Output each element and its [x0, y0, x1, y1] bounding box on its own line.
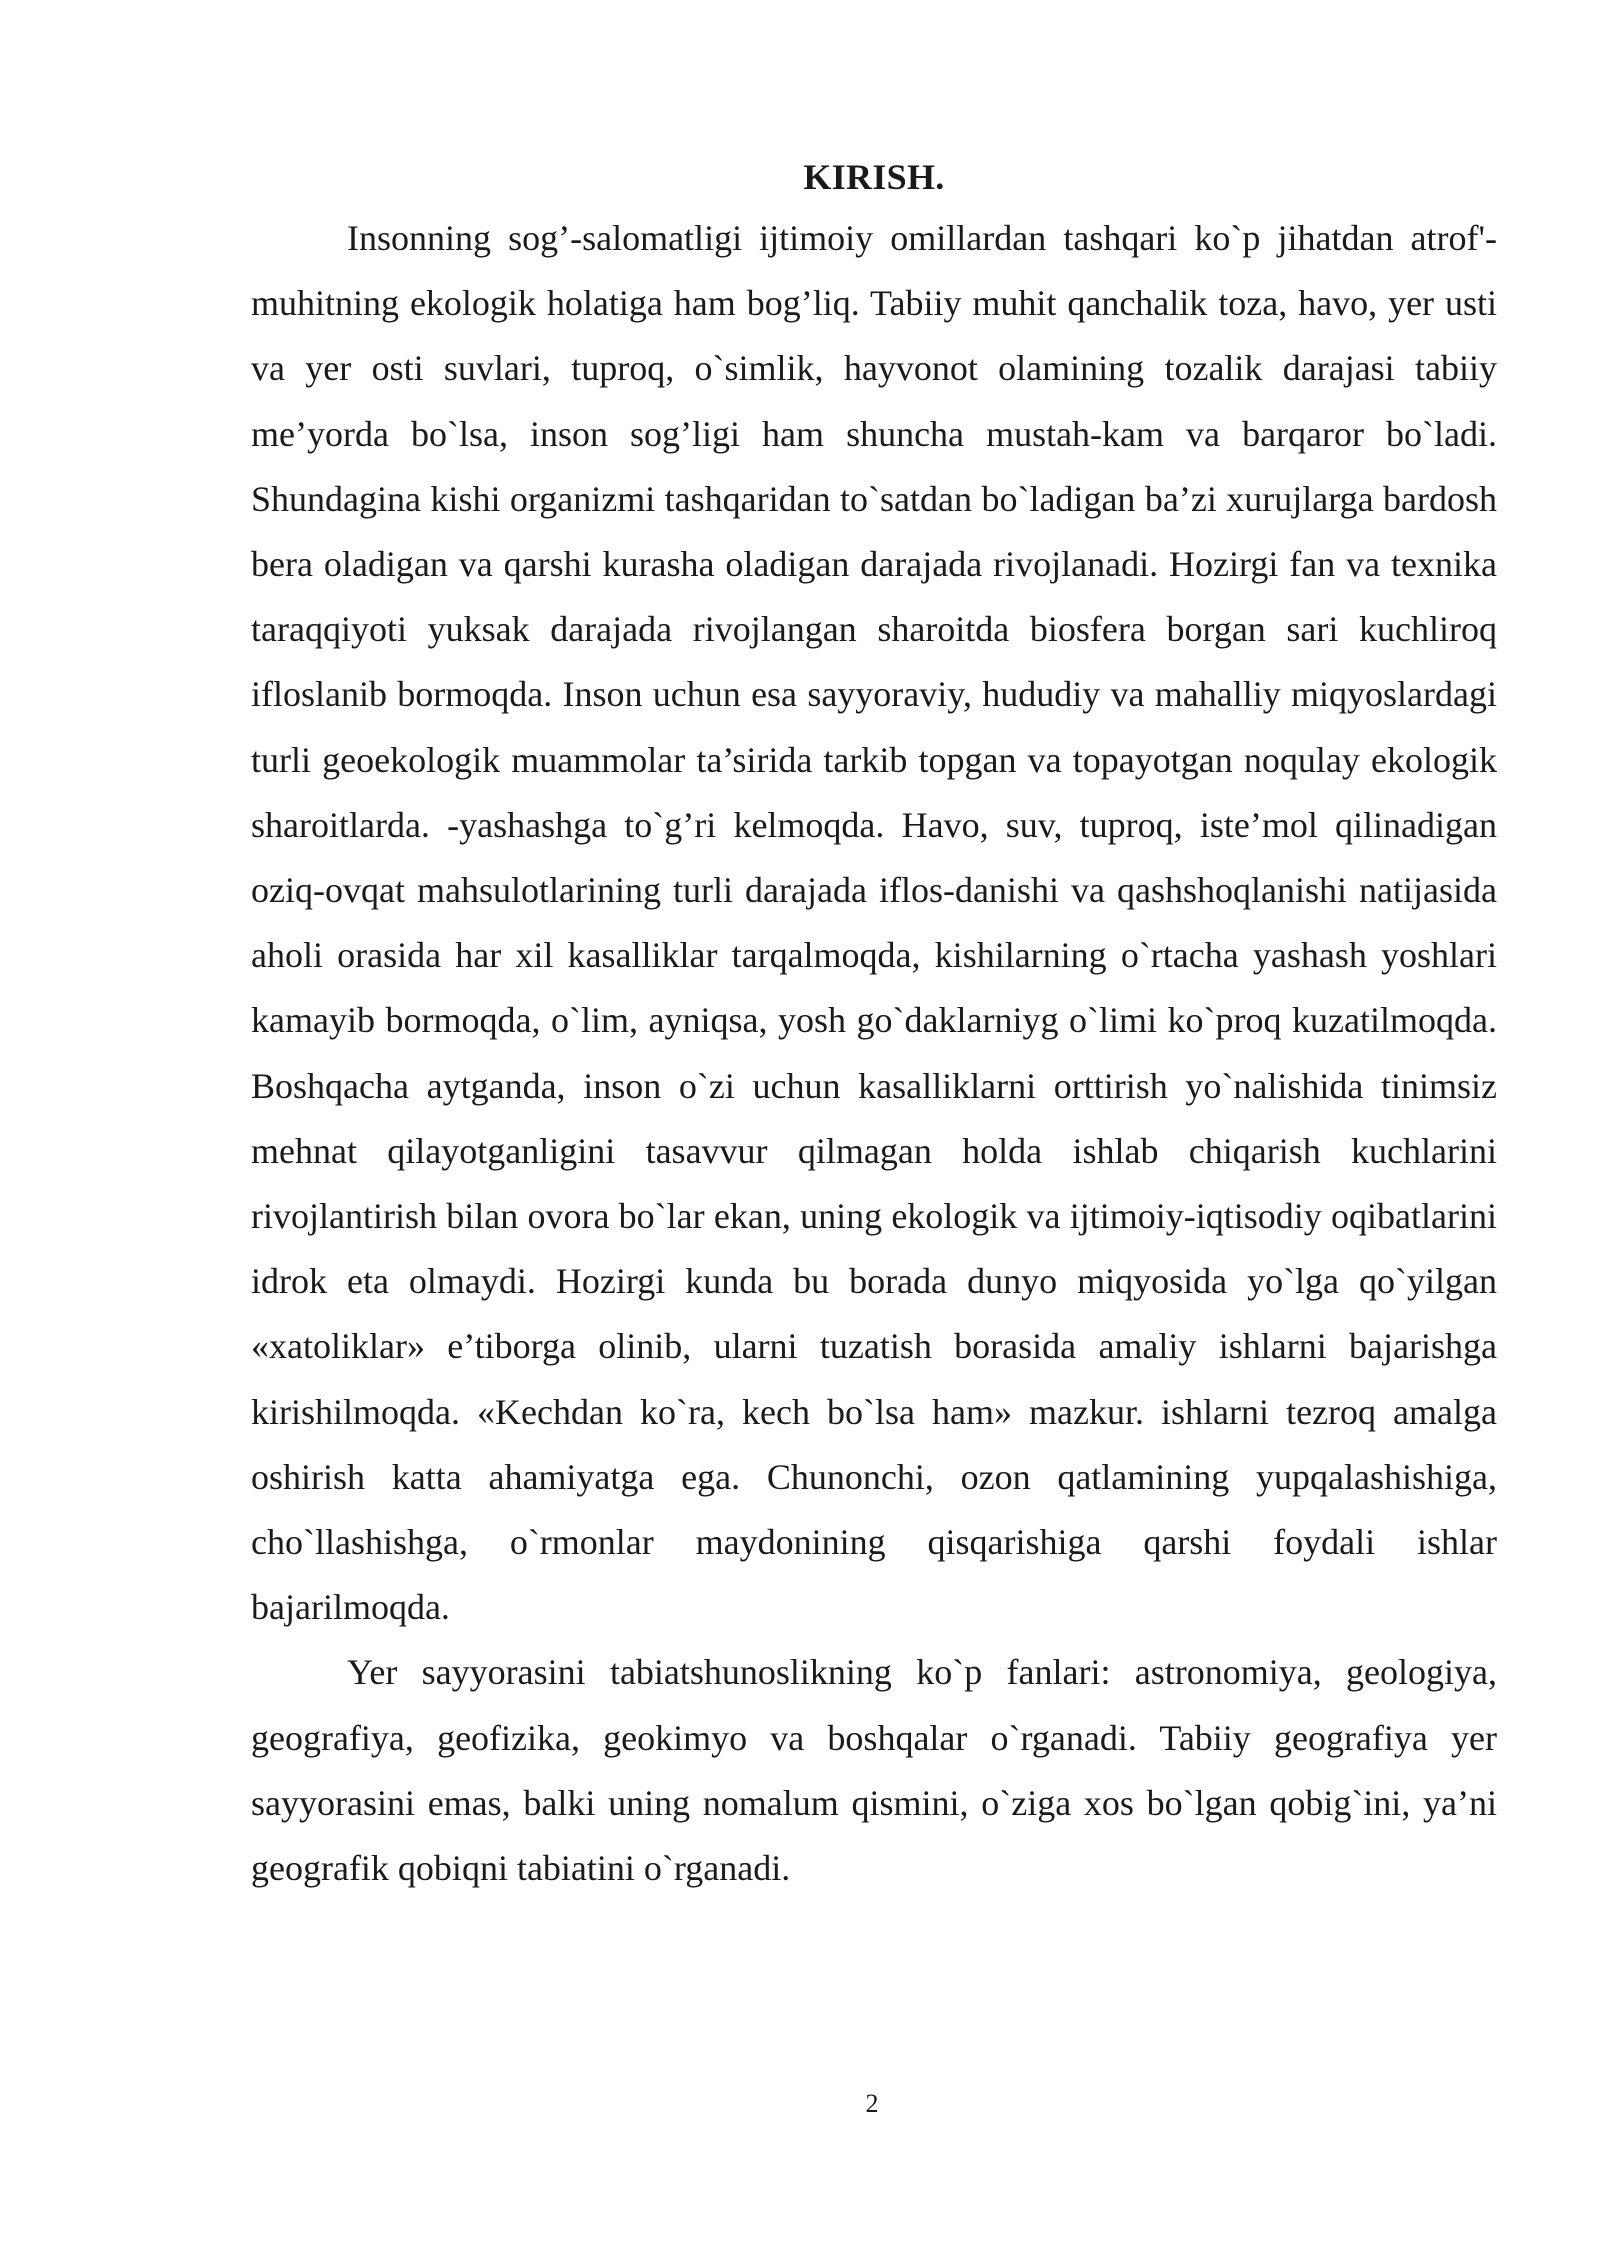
- section-title: KIRISH.: [803, 157, 945, 197]
- page-content: [251, 148, 1497, 1901]
- page-number: 2: [865, 2089, 879, 2118]
- body-paragraph-1: Insonning sog’-salomatligi ijtimoiy omillardan tashqari ko`p jihatdan atrof'-muhitning ekologik holatiga ham bog’liq. Tabiiy muhit qanchalik toza, havo, yer usti va yer osti suvlari, tuproq, o`simlik, hayvonot olamining tozalik darajasi tabiiy me’yorda bo`lsa, inson sog’ligi ham shuncha mustah-kam va barqaror bo`ladi. Shundagina kishi organizmi tashqaridan to`satdan bo`ladigan ba’zi xurujlarga bardosh bera oladigan va qarshi kurasha oladigan darajada rivojlanadi. Hozirgi fan va texnika taraqqiyoti yuksak darajada rivojlangan sharoitda biosfera borgan sari kuchliroq ifloslanib bormoqda. Inson uchun esa sayyoraviy, hududiy va mahalliy miqyoslardagi turli geoekologik muammolar ta’sirida tarkib topgan va topayotgan noqulay ekologik sharoitlarda. -yashashga to`g’ri kelmoqda. Havo, suv, tuproq, iste’mol qilinadigan oziq-ovqat mahsulotlarining turli darajada iflos-danishi va qashshoqlanishi natijasida aholi orasida har xil kasalliklar tarqalmoqda, kishilarning o`rtacha yashash yoshlari kamayib bormoqda, o`lim, ayniqsa, yosh go`daklarniyg o`limi ko`proq kuzatilmoqda. Boshqacha aytganda, inson o`zi uchun kasalliklarni orttirish yo`nalishida tinimsiz mehnat qilayotganligini tasavvur qilmagan holda ishlab chiqarish kuchlarini rivojlantirish bilan ovora bo`lar ekan, uning ekologik va ijtimoiy-iqtisodiy oqibatlarini idrok eta olmaydi. Hozirgi kunda bu borada dunyo miqyosida yo`lga qo`yilgan «xatoliklar» e’tiborga olinib, ularni tuzatish borasida amaliy ishlarni bajarishga kirishilmoqda. «Kechdan ko`ra, kech bo`lsa ham» mazkur. ishlarni tezroq amalga oshirish katta ahamiyatga ega. Chunonchi, ozon qatlamining yupqalashishiga, cho`llashishga, o`rmonlar maydonining qisqarishiga qarshi foydali ishlar bajarilmoqda.: [251, 218, 1497, 1628]
- body-paragraph-2: Yer sayyorasini tabiatshunoslikning ko`p fanlari: astronomiya, geologiya, geografiya, geofizika, geokimyo va boshqalar o`rganadi. Tabiiy geografiya yer sayyorasini emas, balki uning nomalum qismini, o`ziga xos bo`lgan qobig`ini, ya’ni geografik qobiqni tabiatini o`rganadi.: [251, 1652, 1497, 1889]
